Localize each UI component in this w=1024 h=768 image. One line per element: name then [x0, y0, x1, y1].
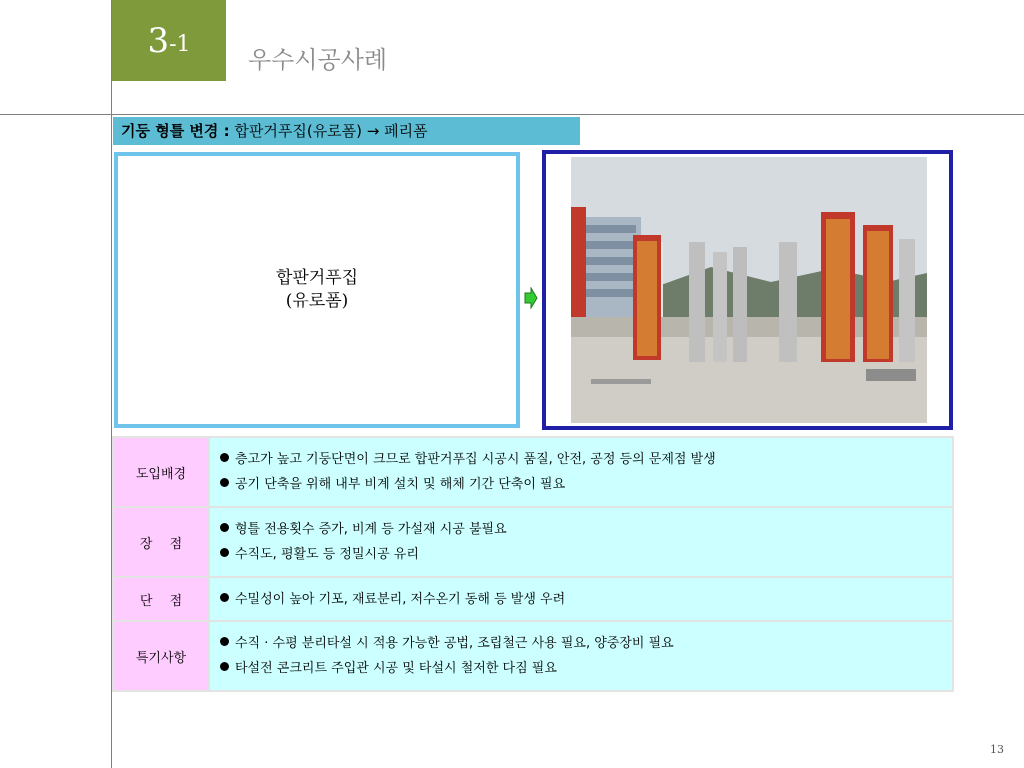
bullet-item: [220, 631, 942, 656]
bullet-item: [220, 447, 942, 472]
bullet-text: 수직도, 평활도 등 정밀시공 유리: [235, 547, 419, 562]
table-row: [113, 621, 953, 691]
row-desc: [209, 621, 953, 691]
section-number: 3: [147, 20, 170, 61]
bullet-item: [220, 542, 942, 567]
topic-bar: [113, 117, 580, 145]
bullet-icon: [220, 662, 229, 671]
table-row: [113, 437, 953, 507]
row-desc: [209, 507, 953, 577]
bullet-item: [220, 587, 942, 612]
bullet-icon: [220, 478, 229, 487]
row-desc: [209, 577, 953, 621]
bullet-text: 공기 단축을 위해 내부 비계 설치 및 해체 기간 단축이 필요: [235, 477, 566, 492]
bullet-text: 타설전 콘크리트 주입관 시공 및 타설시 철저한 다짐 필요: [235, 661, 557, 676]
bullet-item: [220, 517, 942, 542]
row-label: 특기사항: [113, 621, 209, 691]
bullet-text: 수직 · 수평 분리타설 시 적용 가능한 공법, 조립철근 사용 필요, 양중장비 필요: [235, 636, 674, 651]
right-arrow-icon: [524, 287, 538, 309]
bullet-text: 층고가 높고 기둥단면이 크므로 합판거푸집 시공시 품질, 안전, 공정 등의 문제점 발생: [235, 452, 716, 467]
row-label: 도입배경: [113, 437, 209, 507]
topic-label: 기둥 형틀 변경 :: [121, 122, 230, 140]
bullet-icon: [220, 548, 229, 557]
bullet-icon: [220, 453, 229, 462]
before-panel-line2: (유로폼): [285, 291, 349, 311]
row-label: 장 점: [113, 507, 209, 577]
bullet-icon: [220, 593, 229, 602]
table-row: [113, 507, 953, 577]
info-table: [112, 436, 954, 692]
before-panel: [114, 152, 520, 428]
row-label: 단 점: [113, 577, 209, 621]
table-row: [113, 577, 953, 621]
section-sub-number: -1: [169, 32, 191, 57]
before-panel-line1: 합판거푸집: [275, 268, 359, 289]
page-number: 13: [990, 743, 1004, 756]
row-desc: [209, 437, 953, 507]
bullet-text: 형틀 전용횟수 증가, 비계 등 가설재 시공 불필요: [235, 522, 507, 537]
horizontal-rule: [0, 114, 1024, 115]
page-title: 우수시공사례: [248, 46, 388, 74]
section-number-box: [112, 0, 226, 81]
bullet-text: 수밀성이 높아 기포, 재료분리, 저수온기 동해 등 발생 우려: [235, 591, 566, 607]
bullet-item: [220, 472, 942, 497]
topic-text: 합판거푸집(유로폼) → 페리폼: [234, 122, 428, 140]
bullet-item: [220, 656, 942, 681]
construction-photo: [571, 157, 927, 423]
bullet-icon: [220, 637, 229, 646]
bullet-icon: [220, 523, 229, 532]
